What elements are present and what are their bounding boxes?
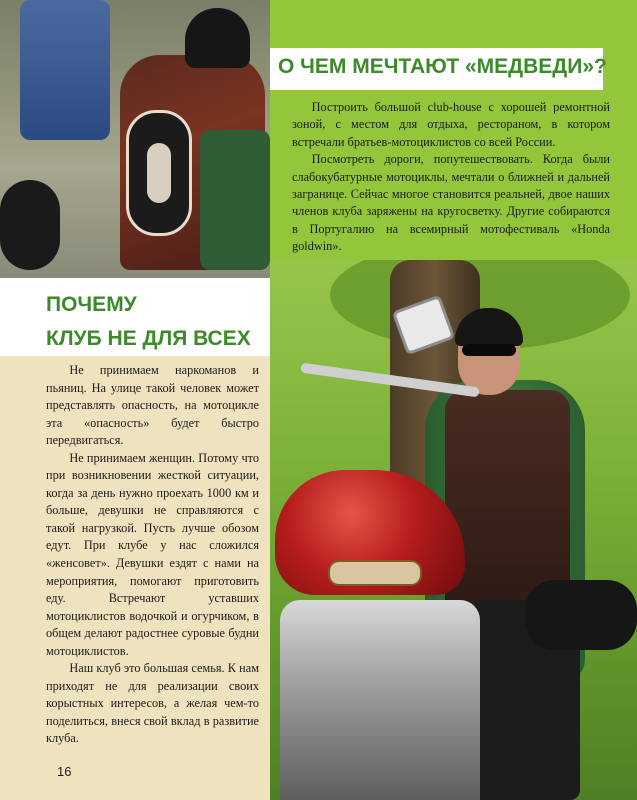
photo-tank-badge [328, 560, 422, 586]
photo-motorcycle-seat [525, 580, 637, 650]
dreams-paragraph: Посмотреть дороги, попутешествовать. Когда были слабокубатурные мотоциклы, мечтали о ближней и дальней загранице. Сейчас многое становится реальней, двое наших членов клуба заряжены на кругосветку. Другие собираются в Португалию на всемирный мотофестиваль «Honda goldwin». [292, 152, 610, 254]
photo-biker-back [0, 0, 270, 278]
photo-green-sleeve [200, 130, 270, 270]
page-number: 16 [57, 764, 72, 779]
photo-sunglasses [462, 344, 516, 356]
rules-paragraph: Наш клуб это большая семья. К нам приходят не для реализации своих корыстных интересов, а желая чем-то поделиться, внеся свой вклад в развитие клуба. [46, 661, 259, 746]
rules-title-line-2: КЛУБ НЕ ДЛЯ ВСЕХ [46, 327, 251, 350]
photo-chrome-engine [280, 600, 480, 800]
dreams-paragraph: Построить большой club-house с хорошей ремонтной зоной, с местом для отдыха, рестораном, в котором встречали братьев-мотоциклистов со всей России. [292, 100, 610, 149]
rules-title-line-1: ПОЧЕМУ [46, 293, 137, 316]
rules-paragraph: Не принимаем женщин. Потому что при возникновении жесткой ситуации, когда за день нужно проехать 1000 км и больше, девушки не справляются с такой нагрузкой. Пусть лучше обозом едут. При клубе у нас сложился «женсовет». Девушки ездят с нами на мероприятия, помогают приготовить еду. Встречают уставших мотоциклистов водочкой и огурчиком, в общем делают радостнее суровые будни мотоциклистов. [46, 450, 259, 658]
photo-club-patch [126, 110, 192, 236]
dreams-title: О ЧЕМ МЕЧТАЮТ «МЕДВЕДИ»? [278, 55, 607, 78]
dreams-text [292, 99, 610, 256]
photo-bystander-legs [20, 0, 110, 140]
photo-motorcycle-part [0, 180, 60, 270]
rules-paragraph: Не принимаем наркоманов и пьяниц. На улице такой человек может представлять опасность, на мотоцикле эта «опасность» будет быстро передвигаться. [46, 363, 259, 448]
photo-patch-emblem [147, 143, 171, 203]
photo-biker-on-motorcycle [270, 260, 637, 800]
rules-text [46, 362, 259, 748]
photo-black-beanie [185, 8, 250, 68]
